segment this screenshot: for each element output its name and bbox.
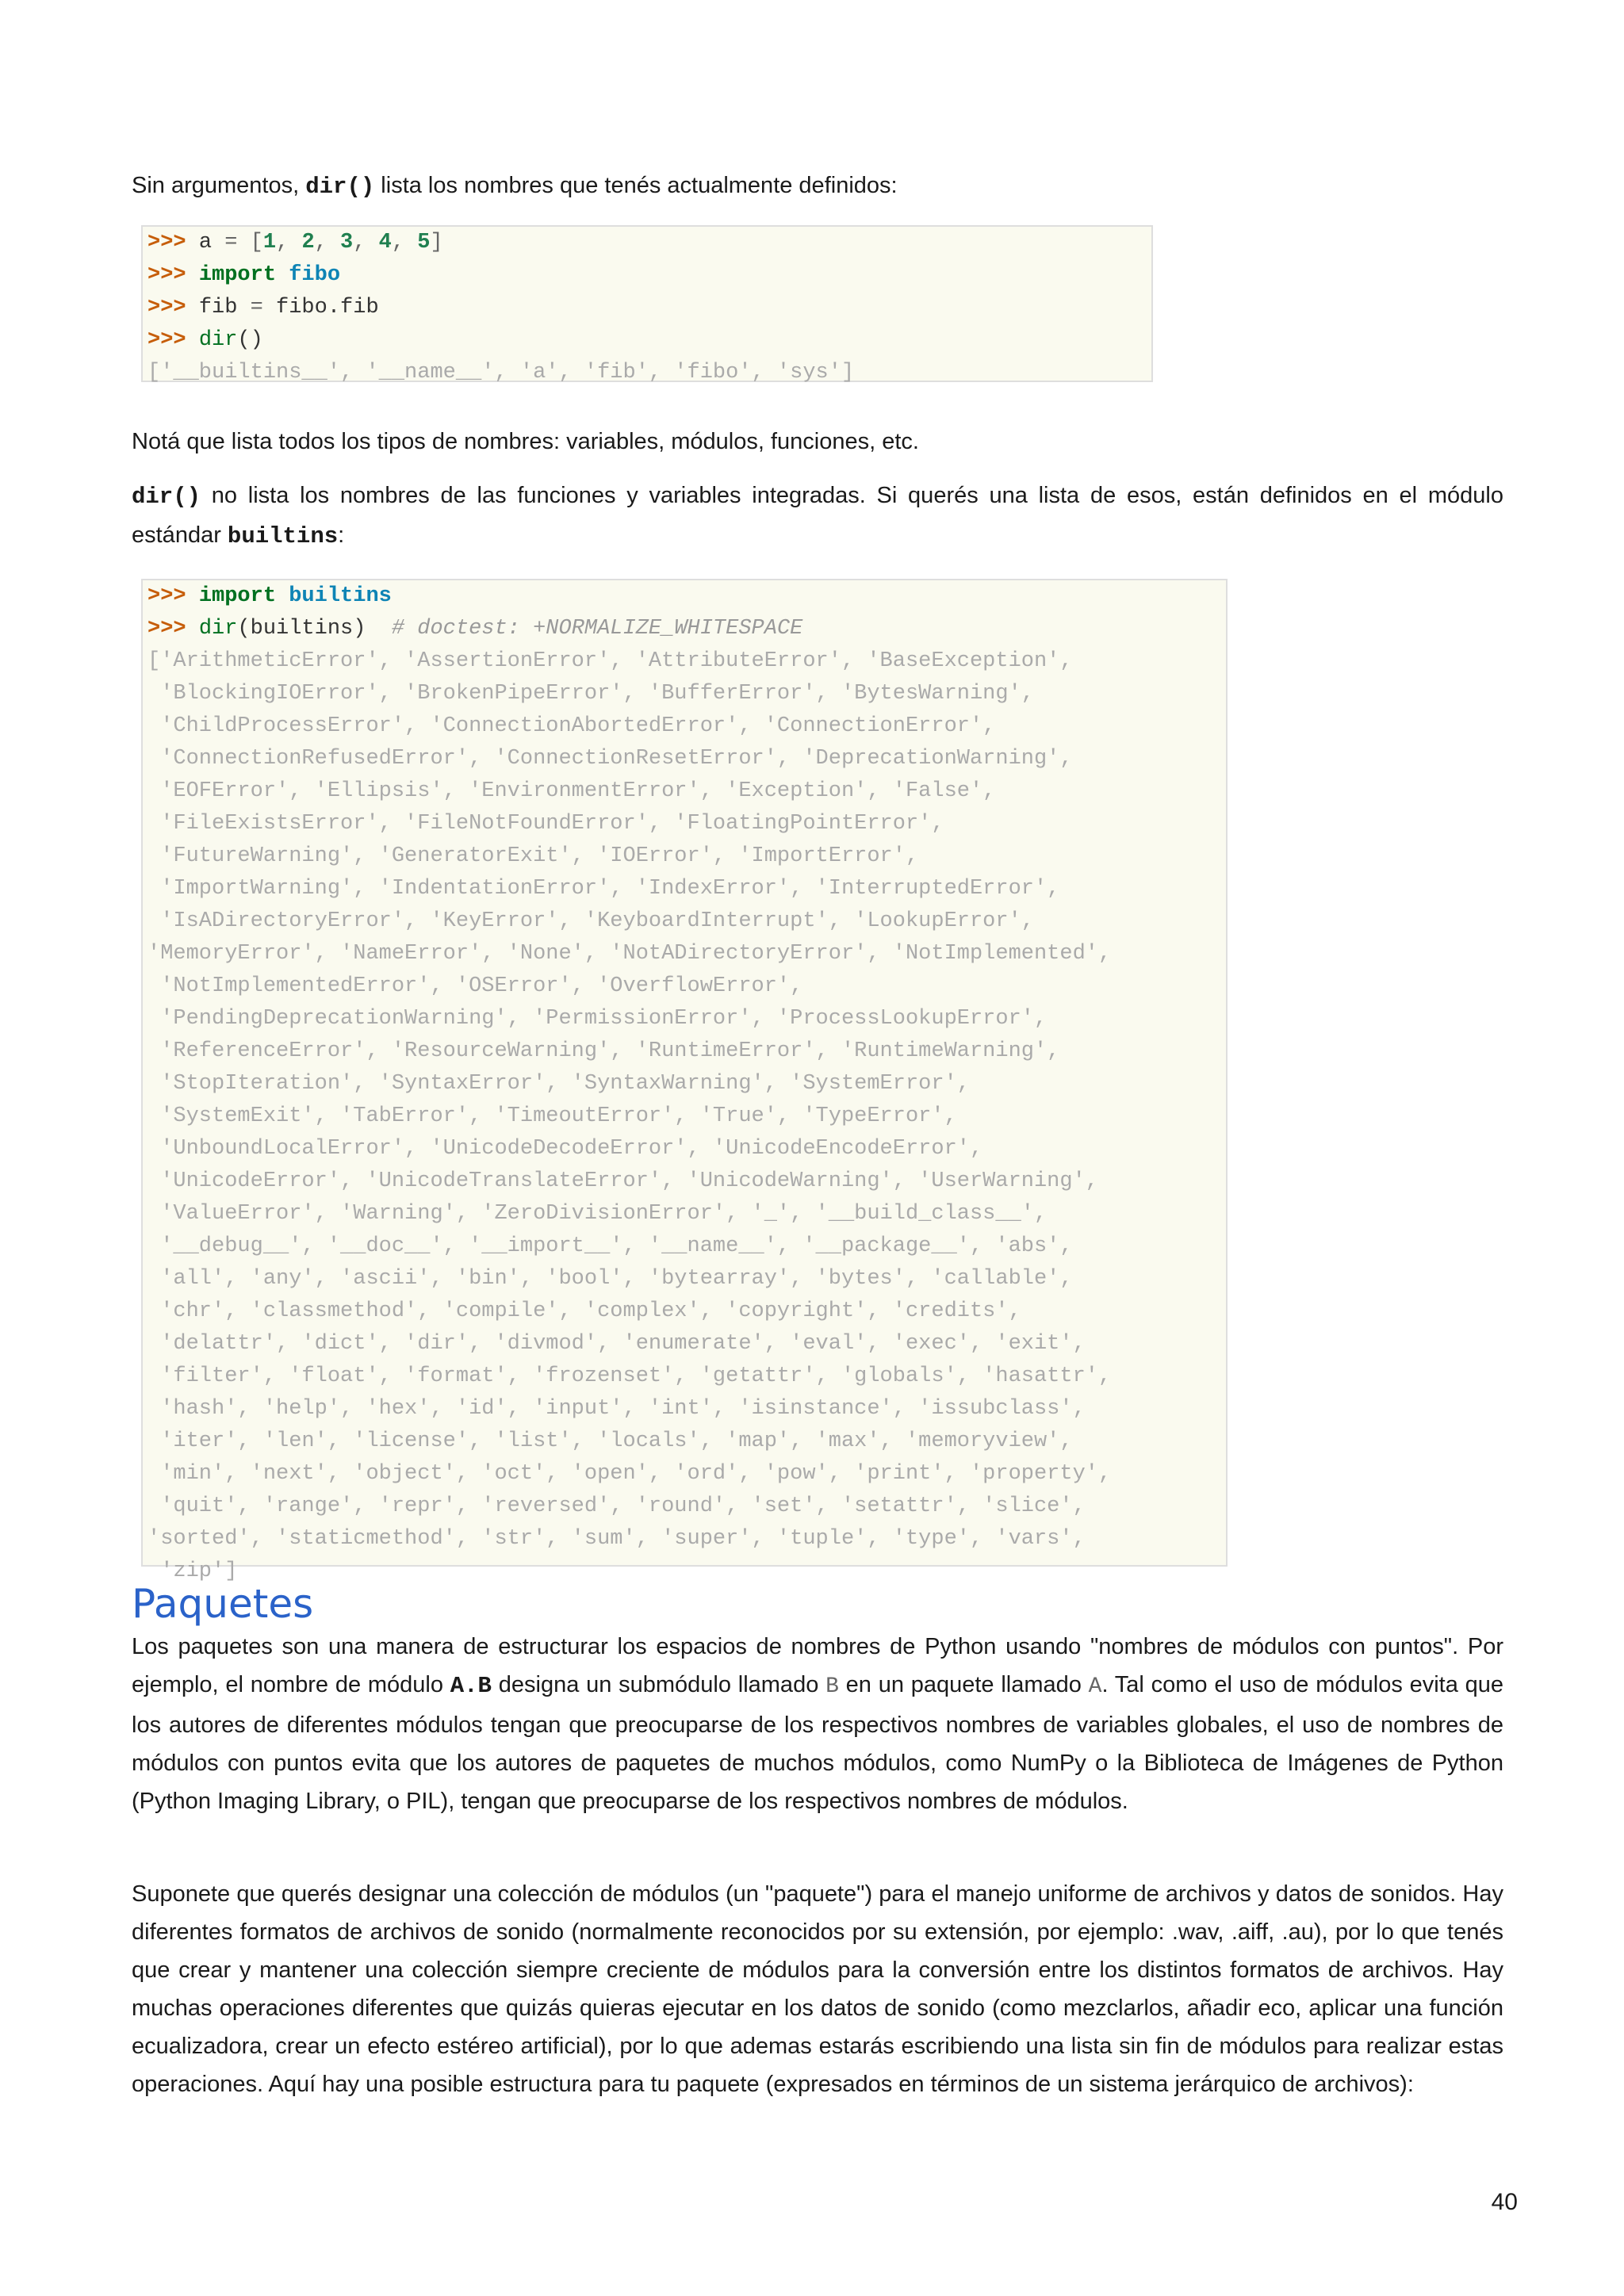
inline-code-a: A [1088,1674,1102,1699]
intro-text: Sin argumentos, [132,173,306,198]
code-output-line: 'BlockingIOError', 'BrokenPipeError', 'BufferError', 'BytesWarning', [147,682,1034,706]
code-output-line: 'sorted', 'staticmethod', 'str', 'sum', 'super', 'tuple', 'type', 'vars', [147,1527,1086,1551]
expression: fibo.fib [276,296,379,320]
intro-paragraph [132,166,1503,206]
var-name: fib [198,296,238,320]
prompt: >>> [147,263,186,287]
code-output-line: 'all', 'any', 'ascii', 'bin', 'bool', 'bytearray', 'bytes', 'callable', [147,1267,1073,1291]
inline-code-dir: dir() [305,174,375,200]
code-output-line: 'NotImplementedError', 'OSError', 'OverflowError', [147,974,803,998]
code-output-line: 'min', 'next', 'object', 'oct', 'open', 'ord', 'pow', 'print', 'property', [147,1462,1112,1486]
inline-code-dir: dir() [132,484,201,510]
note-paragraph: Notá que lista todos los tipos de nombres: variables, módulos, funciones, etc. [132,429,919,454]
code-block-builtins [141,579,1228,1583]
code-output-line: 'iter', 'len', 'license', 'list', 'locals', 'map', 'max', 'memoryview', [147,1429,1073,1453]
code-output-line: 'FutureWarning', 'GeneratorExit', 'IOError', 'ImportError', [147,844,919,868]
code-output-line: 'zip'] [147,1559,238,1583]
code-output-line: 'ImportWarning', 'IndentationError', 'IndexError', 'InterruptedError', [147,877,1060,901]
code-line [147,259,1147,292]
parens: () [237,328,263,352]
code-output: ['__builtins__', '__name__', 'a', 'fib', 'fibo', 'sys'] [147,361,855,385]
inline-code-builtins: builtins [227,523,339,549]
code-output-line: 'StopIteration', 'SyntaxError', 'SyntaxWarning', 'SystemError', [147,1072,970,1096]
code-output-line: 'EOFError', 'Ellipsis', 'EnvironmentError', 'Exception', 'False', [147,779,996,803]
code-output-line: ['ArithmeticError', 'AssertionError', 'AttributeError', 'BaseException', [147,649,1073,673]
bracket: ] [430,231,443,254]
sound-package-paragraph: Suponete que querés designar una colección de módulos (un "paquete") para el manejo uniforme de archivos y datos de sonidos. Hay diferentes formatos de archivos de sonido (normalmente reconocidos por su extensión, por ejemplo: .wav, .aiff, .au), por lo que tenés que crear y mantener una colección siempre creciente de módulos para la conversión entre los distintos formatos de archivos. Hay muchas operaciones diferentes que quizás quieras ejecutar en los datos de sonido (como mezclarlos, añadir eco, aplicar una función ecualizadora, crear un efecto estéreo artificial), por lo que ademas estarás escribiendo una lista sin fin de módulos para realizar estas operaciones. Aquí hay una posible estructura para tu paquete (expresados en términos de un sistema jerárquico de archivos): [132,1881,1503,2097]
builtin-call: dir [198,617,238,641]
code-output-line: 'ChildProcessError', 'ConnectionAbortedError', 'ConnectionError', [147,714,996,738]
operator: = [224,231,238,254]
prompt: >>> [147,584,186,608]
var-name: a [198,231,213,254]
paragraph-text: en un paquete llamado [838,1672,1089,1697]
keyword: import [198,263,277,287]
code-output-line: 'UnboundLocalError', 'UnicodeDecodeError', 'UnicodeEncodeError', [147,1137,983,1161]
builtins-text: no lista los nombres de las funciones y variables integradas. Si querés una lista de esos, están definidos en el módulo estándar [132,483,1503,548]
code-output-line: 'ValueError', 'Warning', 'ZeroDivisionError', '_', '__build_class__', [147,1202,1048,1226]
code-line [147,324,1147,357]
page-number: 40 [1491,2189,1518,2215]
bracket: [ [250,231,263,254]
number: 5 [417,231,431,254]
inline-code-b: B [825,1674,839,1699]
number: 4 [378,231,392,254]
operator: = [250,296,263,320]
inline-code-ab: A.B [450,1673,492,1699]
code-output-line: 'filter', 'float', 'format', 'frozenset', 'getattr', 'globals', 'hasattr', [147,1364,1112,1388]
code-output-line: 'quit', 'range', 'repr', 'reversed', 'round', 'set', 'setattr', 'slice', [147,1494,1086,1518]
prompt: >>> [147,328,186,352]
number: 3 [340,231,354,254]
code-output-line: 'chr', 'classmethod', 'compile', 'complex', 'copyright', 'credits', [147,1299,1021,1323]
number: 2 [301,231,315,254]
intro-text-end: lista los nombres que tenés actualmente definidos: [374,173,898,198]
code-output [147,645,1221,1588]
paragraph-text: designa un submódulo llamado [491,1672,826,1697]
paragraph-text: . Tal como el uso de módulos evita que los autores de diferentes módulos tengan que preocuparse de los respectivos nombres de variables globales, el uso de nombres de módulos con puntos evita que los autores de paquetes de muchos módulos, como NumPy o la Biblioteca de Imágenes de Python (Python Imaging Library, o PIL), tengan que preocuparse de los respectivos nombres de módulos. [132,1672,1504,1814]
code-output-line: 'hash', 'help', 'hex', 'id', 'input', 'int', 'isinstance', 'issubclass', [147,1397,1086,1421]
code-line: >>> a = [1, 2, 3, 4, 5] [147,231,443,254]
code-output-line: 'UnicodeError', 'UnicodeTranslateError', 'UnicodeWarning', 'UserWarning', [147,1169,1098,1193]
code-output-line: 'ConnectionRefusedError', 'ConnectionResetError', 'DeprecationWarning', [147,747,1073,771]
code-output-line: 'delattr', 'dict', 'dir', 'divmod', 'enumerate', 'eval', 'exec', 'exit', [147,1332,1086,1356]
builtins-text-end: : [338,522,345,548]
code-output-line: 'MemoryError', 'NameError', 'None', 'NotADirectoryError', 'NotImplemented', [147,942,1112,966]
module-name: builtins [289,584,392,608]
code-output-line: 'PendingDeprecationWarning', 'PermissionError', 'ProcessLookupError', [147,1007,1048,1031]
call-args: (builtins) [237,617,366,641]
builtins-paragraph [132,476,1503,556]
code-output-line: 'IsADirectoryError', 'KeyError', 'KeyboardInterrupt', 'LookupError', [147,909,1034,933]
code-line [147,580,1221,613]
builtin-call: dir [198,328,238,352]
number: 1 [262,231,277,254]
section-heading: Paquetes [132,1581,314,1627]
keyword: import [198,584,277,608]
prompt: >>> [147,617,186,641]
code-output-line: '__debug__', '__doc__', '__import__', '__name__', '__package__', 'abs', [147,1234,1073,1258]
prompt: >>> [147,231,186,254]
code-output-line: 'ReferenceError', 'ResourceWarning', 'RuntimeError', 'RuntimeWarning', [147,1039,1060,1063]
code-block-dir [141,225,1153,385]
doctest-comment: # doctest: +NORMALIZE_WHITESPACE [391,617,803,641]
paragraph-text: Los paquetes son una manera de estructurar los espacios de nombres de Python usando "nombres de módulos con puntos". Por ejemplo, el nombre de módulo [132,1634,1503,1697]
code-line [147,292,1147,324]
code-line [147,613,1221,645]
module-name: fibo [289,263,341,287]
code-output-line: 'FileExistsError', 'FileNotFoundError', 'FloatingPointError', [147,812,944,836]
prompt: >>> [147,296,186,320]
code-output-line: 'SystemExit', 'TabError', 'TimeoutError', 'True', 'TypeError', [147,1104,957,1128]
packages-paragraph [132,1628,1503,1820]
